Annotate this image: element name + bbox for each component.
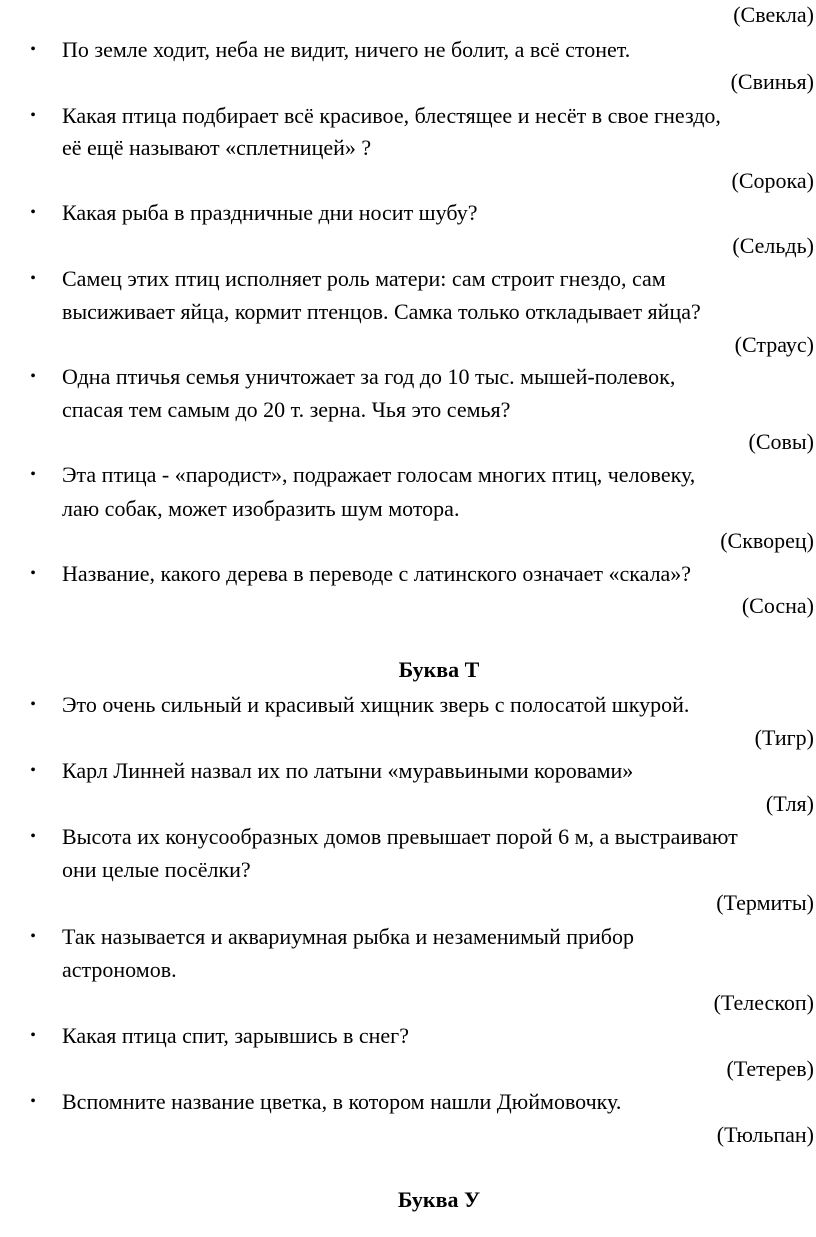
riddle-question-line2: её ещё называют «сплетницей» ? [62, 135, 372, 160]
riddle-item [0, 460, 816, 490]
section-heading-t: Буква Т [398, 657, 480, 682]
answer-row [0, 723, 816, 753]
riddle-item [0, 264, 816, 294]
riddle-continuation [0, 955, 816, 985]
riddle-question-line2: высиживает яйца, кормит птенцов. Самка только откладывает яйца? [62, 299, 701, 324]
riddle-question-line2: астрономов. [62, 957, 177, 982]
riddle-item [0, 101, 816, 131]
section-heading-u: Буква У [397, 1187, 481, 1212]
riddle-item [0, 822, 816, 852]
riddle-item [0, 559, 816, 589]
riddle-question: Высота их конусообразных домов превышает порой 6 м, а выстраивают [62, 824, 738, 849]
riddle-answer: (Тетерев) [726, 1056, 814, 1081]
riddle-answer: (Сосна) [741, 593, 814, 618]
riddle-item [0, 922, 816, 952]
answer-row [0, 231, 816, 261]
bullet-icon: • [30, 928, 36, 945]
answer-row [0, 427, 816, 457]
bullet-icon: • [30, 270, 36, 287]
riddle-answer: (Свекла) [733, 2, 814, 27]
riddle-answer: (Совы) [748, 429, 814, 454]
riddle-answer: (Скворец) [720, 528, 814, 553]
answer-row [0, 591, 816, 621]
riddle-continuation [0, 855, 816, 885]
bullet-icon: • [30, 1027, 36, 1044]
bullet-icon: • [30, 828, 36, 845]
riddle-question: Это очень сильный и красивый хищник зверь с полосатой шкурой. [62, 692, 690, 717]
riddle-item [0, 690, 816, 720]
bullet-icon: • [30, 762, 36, 779]
answer-row [0, 526, 816, 556]
answer-row [0, 988, 816, 1018]
riddle-item [0, 756, 816, 786]
riddle-continuation [0, 297, 816, 327]
riddle-question: Какая рыба в праздничные дни носит шубу? [62, 200, 478, 225]
answer-row [0, 1054, 816, 1084]
riddle-answer: (Термиты) [716, 890, 814, 915]
riddle-item [0, 1021, 816, 1051]
answer-row [0, 1120, 816, 1150]
riddle-question: Так называется и аквариумная рыбка и незаменимый прибор [62, 924, 634, 949]
riddle-item [0, 35, 816, 65]
answer-row [0, 888, 816, 918]
riddle-question: Одна птичья семья уничтожает за год до 10 тыс. мышей-полевок, [62, 364, 676, 389]
bullet-icon: • [30, 204, 36, 221]
answer-row [0, 789, 816, 819]
bullet-icon: • [30, 107, 36, 124]
riddle-answer: (Сорока) [731, 168, 814, 193]
riddle-question-line2: они целые посёлки? [62, 857, 251, 882]
bullet-icon: • [30, 565, 36, 582]
riddle-continuation [0, 494, 816, 524]
bullet-icon: • [30, 41, 36, 58]
riddle-answer: (Тюльпан) [716, 1122, 814, 1147]
riddle-item [0, 362, 816, 392]
bullet-icon: • [30, 696, 36, 713]
riddle-question: Какая птица спит, зарывшись в снег? [62, 1023, 409, 1048]
riddle-question: Эта птица - «пародист», подражает голосам многих птиц, человеку, [62, 462, 696, 487]
answer-row [0, 67, 816, 97]
riddle-question: Карл Линней назвал их по латыни «муравьиными коровами» [62, 758, 634, 783]
bullet-icon: • [30, 1093, 36, 1110]
riddle-answer: (Сельдь) [732, 233, 814, 258]
riddle-answer: (Тигр) [754, 725, 814, 750]
riddle-item [0, 1087, 816, 1117]
answer-row [0, 0, 816, 30]
answer-row [0, 330, 816, 360]
riddle-question: Какая птица подбирает всё красивое, блестящее и несёт в свое гнездо, [62, 103, 721, 128]
riddle-question: Название, какого дерева в переводе с латинского означает «скала»? [62, 561, 692, 586]
riddle-answer: (Тля) [765, 791, 814, 816]
riddle-question: Самец этих птиц исполняет роль матери: сам строит гнездо, сам [62, 266, 666, 291]
riddle-question: Вспомните название цветка, в котором нашли Дюймовочку. [62, 1089, 622, 1114]
riddle-question-line2: лаю собак, может изобразить шум мотора. [62, 496, 460, 521]
answer-row [0, 166, 816, 196]
riddle-answer: (Телескоп) [713, 990, 814, 1015]
riddle-continuation [0, 395, 816, 425]
riddle-answer: (Свинья) [730, 69, 814, 94]
riddle-continuation [0, 133, 816, 163]
riddle-question-line2: спасая тем самым до 20 т. зерна. Чья это семья? [62, 397, 511, 422]
bullet-icon: • [30, 368, 36, 385]
riddle-question: По земле ходит, неба не видит, ничего не болит, а всё стонет. [62, 37, 631, 62]
riddle-item [0, 198, 816, 228]
riddle-answer: (Страус) [734, 332, 814, 357]
bullet-icon: • [30, 466, 36, 483]
